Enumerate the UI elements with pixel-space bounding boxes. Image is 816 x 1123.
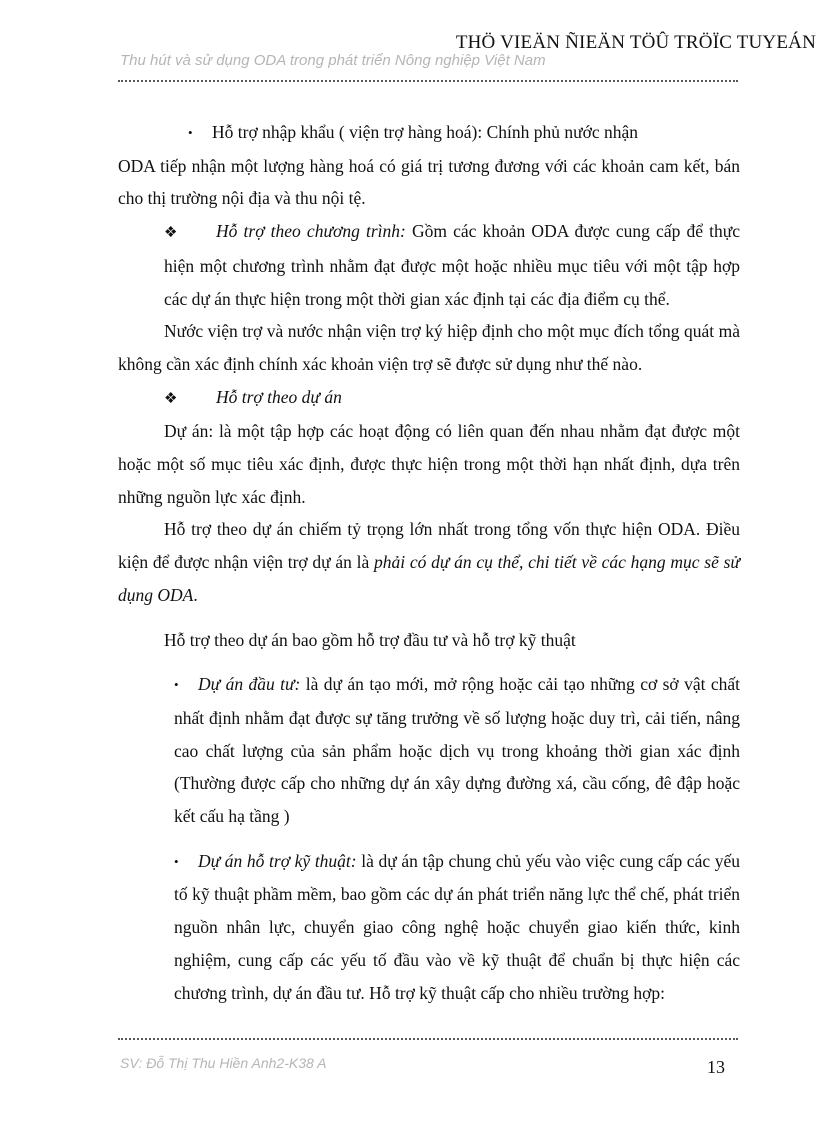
- text-italic-condition: phải có dự án cụ thể, chi tiết về các hạng mục sẽ sử dụng ODA: [118, 552, 740, 605]
- page-number: 13: [707, 1057, 725, 1077]
- paragraph-investment-project: [118, 668, 740, 833]
- term-project-aid: Hỗ trợ theo dự án: [216, 386, 342, 407]
- term-investment-project: Dự án đầu tư:: [198, 674, 301, 695]
- term-technical-assistance: Dự án hỗ trợ kỹ thuật:: [198, 850, 357, 871]
- header-divider: [118, 80, 738, 82]
- paragraph-import-aid-lead: [118, 116, 740, 150]
- heading-project-aid: [118, 381, 740, 416]
- bullet-icon: •: [174, 677, 179, 693]
- diamond-bullet-icon: ❖: [164, 390, 178, 407]
- term-program-aid: Hỗ trợ theo chương trình:: [216, 221, 406, 242]
- bullet-icon: •: [188, 125, 193, 140]
- text: Hỗ trợ nhập khẩu ( viện trợ hàng hoá): Chính phủ nước nhận: [212, 122, 639, 142]
- paragraph-project-types: Hỗ trợ theo dự án bao gồm hỗ trợ đầu tư và hỗ trợ kỹ thuật: [164, 629, 576, 650]
- text: Hỗ trợ theo dự án chiếm tỷ trọng lớn nhất trong tổng vốn thực hiện ODA. Điều kiện để được nhận viện trợ dự án là: [118, 519, 740, 573]
- running-title: Thu hút và sử dụng ODA trong phát triển Nông nghiệp Việt Nam: [120, 52, 546, 69]
- paragraph-project-definition: Dự án: là một tập hợp các hoạt động có liên quan đến nhau nhằm đạt được một hoặc một số mục tiêu xác định, được thực hiện trong một thời hạn nhất định, dựa trên những nguồn lực xác định.: [118, 421, 740, 507]
- paragraph-program-aid: [118, 215, 740, 315]
- footer-divider: [118, 1038, 738, 1040]
- text: .: [193, 584, 198, 605]
- text: Gồm các khoản ODA được cung cấp để thực hiện một chương trình nhằm đạt được một hoặc nhiều mục tiêu với một tập hợp các dự án thực hiện trong một thời gian xác định tại các địa điểm cụ thể.: [164, 221, 740, 309]
- paragraph-project-share: [118, 513, 740, 611]
- spacer: [118, 833, 740, 845]
- library-watermark: THÖ VIEÄN ÑIEÄN TÖÛ TRÖÏC TUYEÁN: [455, 32, 816, 53]
- text: là dự án tập chung chủ yếu vào việc cung cấp các yếu tố kỹ thuật phầm mềm, bao gồm các dự án phát triển năng lực thể chế, phát triển nguồn nhân lực, chuyển giao công nghệ hoặc chuyển giao kiến thức, kinh nghiệm, cung cấp các yếu tố đầu vào về kỹ thuật để chuẩn bị thực hiện các chương trình, dự án đầu tư. Hỗ trợ kỹ thuật cấp cho nhiều trường hợp:: [174, 850, 740, 1003]
- paragraph-technical-assistance: [118, 845, 740, 1010]
- text: là dự án tạo mới, mở rộng hoặc cải tạo những cơ sở vật chất nhất định nhằm đạt được sự tăng trưởng về số lượng hoặc duy trì, cải tiến, nâng cao chất lượng của sản phẩm hoặc dịch vụ trong khoảng thời gian xác định (Thường được cấp cho những dự án xây dựng đường xá, cầu cống, đê đập hoặc kết cấu hạ tầng ): [174, 674, 740, 827]
- diamond-bullet-icon: ❖: [164, 225, 178, 242]
- paragraph-agreement: Nước viện trợ và nước nhận viện trợ ký hiệp định cho một mục đích tổng quát mà không cần xác định chính xác khoản viện trợ sẽ được sử dụng như thế nào.: [118, 321, 740, 374]
- spacer: [118, 656, 740, 668]
- footer-author: SV: Đỗ Thị Thu Hiền Anh2-K38 A: [120, 1055, 327, 1071]
- paragraph-import-aid-rest: ODA tiếp nhận một lượng hàng hoá có giá trị tương đương với các khoản cam kết, bán cho thị trường nội địa và thu nội tệ.: [118, 155, 740, 209]
- bullet-icon: •: [174, 853, 179, 869]
- document-body: [118, 116, 740, 1009]
- spacer: [118, 612, 740, 624]
